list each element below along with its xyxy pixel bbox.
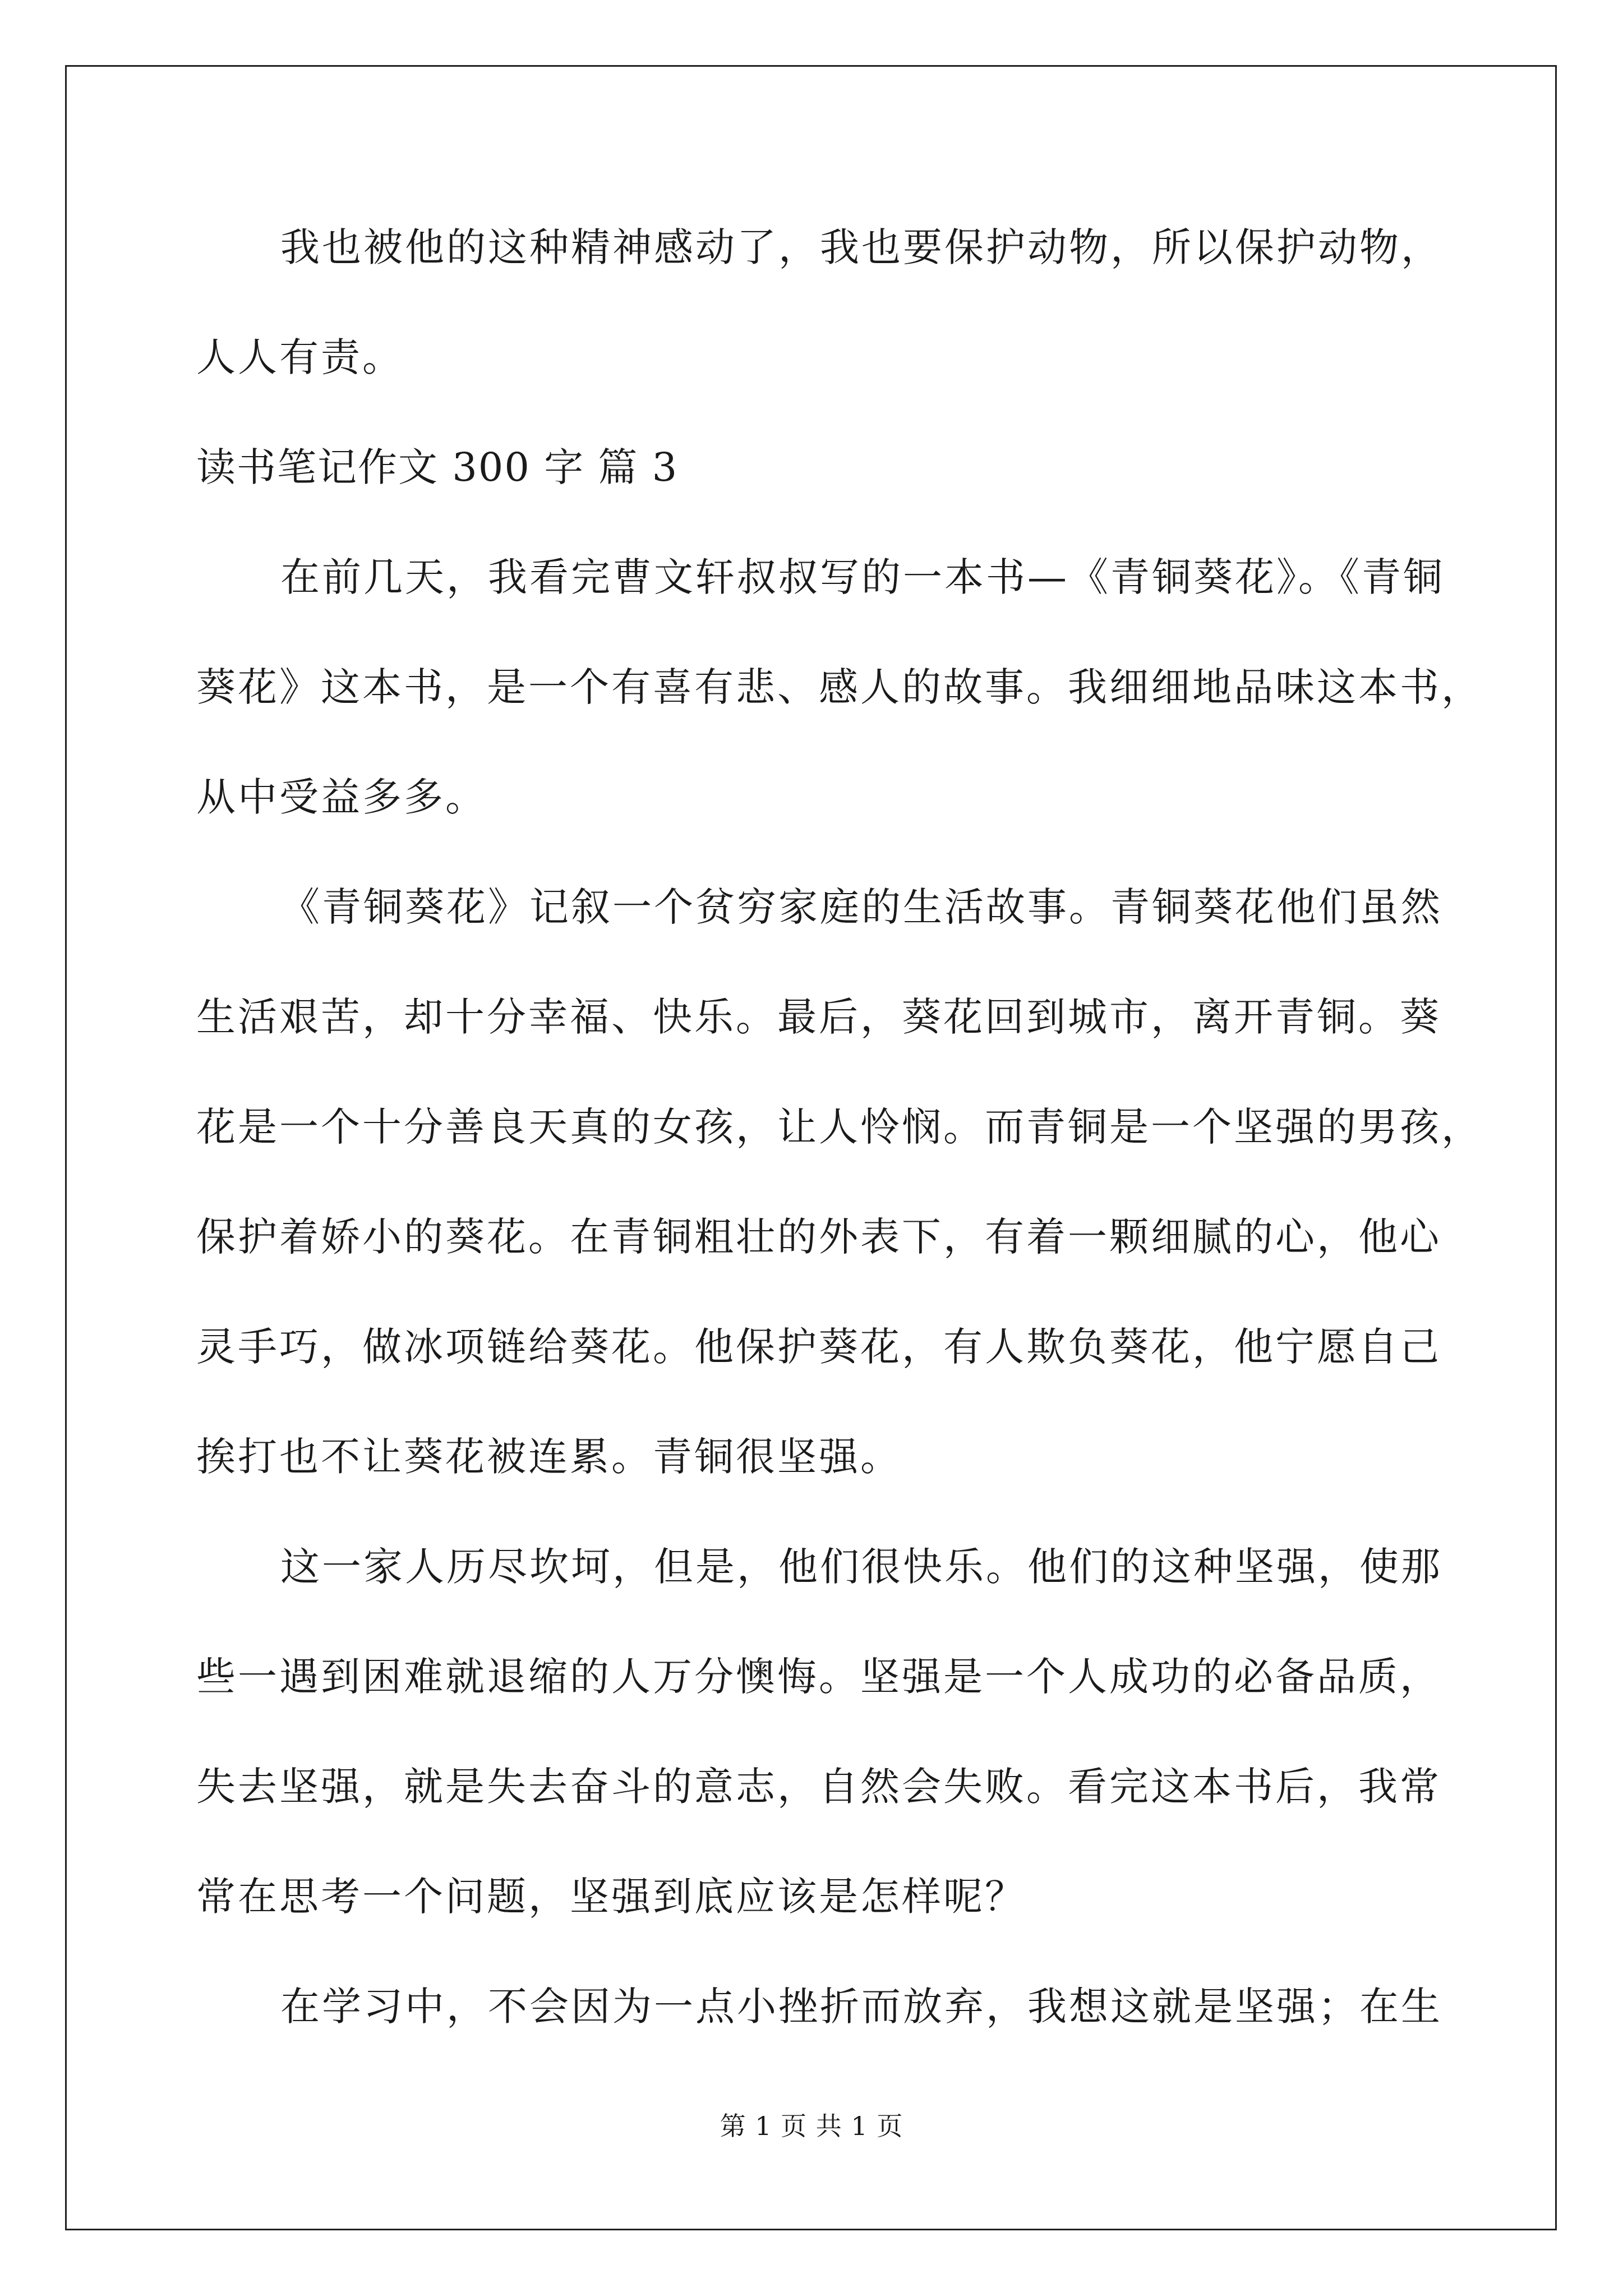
section-heading: 读书笔记作文 300 字 篇 3 bbox=[196, 444, 679, 490]
paragraph-2-line-3: 从中受益多多。 bbox=[196, 774, 487, 820]
paragraph-3-line-6: 挨打也不让葵花被连累。青铜很坚强。 bbox=[196, 1434, 902, 1480]
paragraph-3-line-1: 《青铜葵花》记叙一个贫穷家庭的生活故事。青铜葵花他们虽然 bbox=[280, 884, 1442, 930]
paragraph-4-line-3: 失去坚强，就是失去奋斗的意志，自然会失败。看完这本书后，我常 bbox=[196, 1764, 1441, 1810]
paragraph-2-line-1: 在前几天，我看完曹文轩叔叔写的一本书—《青铜葵花》。《青铜 bbox=[280, 554, 1445, 600]
paragraph-1-line-2: 人人有责。 bbox=[196, 334, 404, 380]
paragraph-3-line-3: 花是一个十分善良天真的女孩，让人怜悯。而青铜是一个坚强的男孩， bbox=[196, 1104, 1483, 1150]
paragraph-5-line-1: 在学习中，不会因为一点小挫折而放弃，我想这就是坚强；在生 bbox=[280, 1984, 1442, 2030]
paragraph-3-line-5: 灵手巧，做冰项链给葵花。他保护葵花，有人欺负葵花，他宁愿自己 bbox=[196, 1324, 1441, 1370]
page-footer: 第 1 页 共 1 页 bbox=[720, 2111, 903, 2141]
paragraph-4-line-1: 这一家人历尽坎坷，但是，他们很快乐。他们的这种坚强，使那 bbox=[280, 1544, 1442, 1590]
paragraph-2-line-2: 葵花》这本书，是一个有喜有悲、感人的故事。我细细地品味这本书， bbox=[196, 664, 1483, 710]
document-body bbox=[196, 211, 1483, 2080]
paragraph-3-line-4: 保护着娇小的葵花。在青铜粗壮的外表下，有着一颗细腻的心，他心 bbox=[196, 1214, 1441, 1260]
paragraph-4-line-2: 些一遇到困难就退缩的人万分懊悔。坚强是一个人成功的必备品质， bbox=[196, 1654, 1441, 1700]
paragraph-3-line-2: 生活艰苦，却十分幸福、快乐。最后，葵花回到城市，离开青铜。葵 bbox=[196, 994, 1441, 1040]
paragraph-4-line-4: 常在思考一个问题，坚强到底应该是怎样呢？ bbox=[196, 1874, 1026, 1920]
paragraph-1-line-1: 我也被他的这种精神感动了，我也要保护动物，所以保护动物， bbox=[280, 224, 1442, 270]
